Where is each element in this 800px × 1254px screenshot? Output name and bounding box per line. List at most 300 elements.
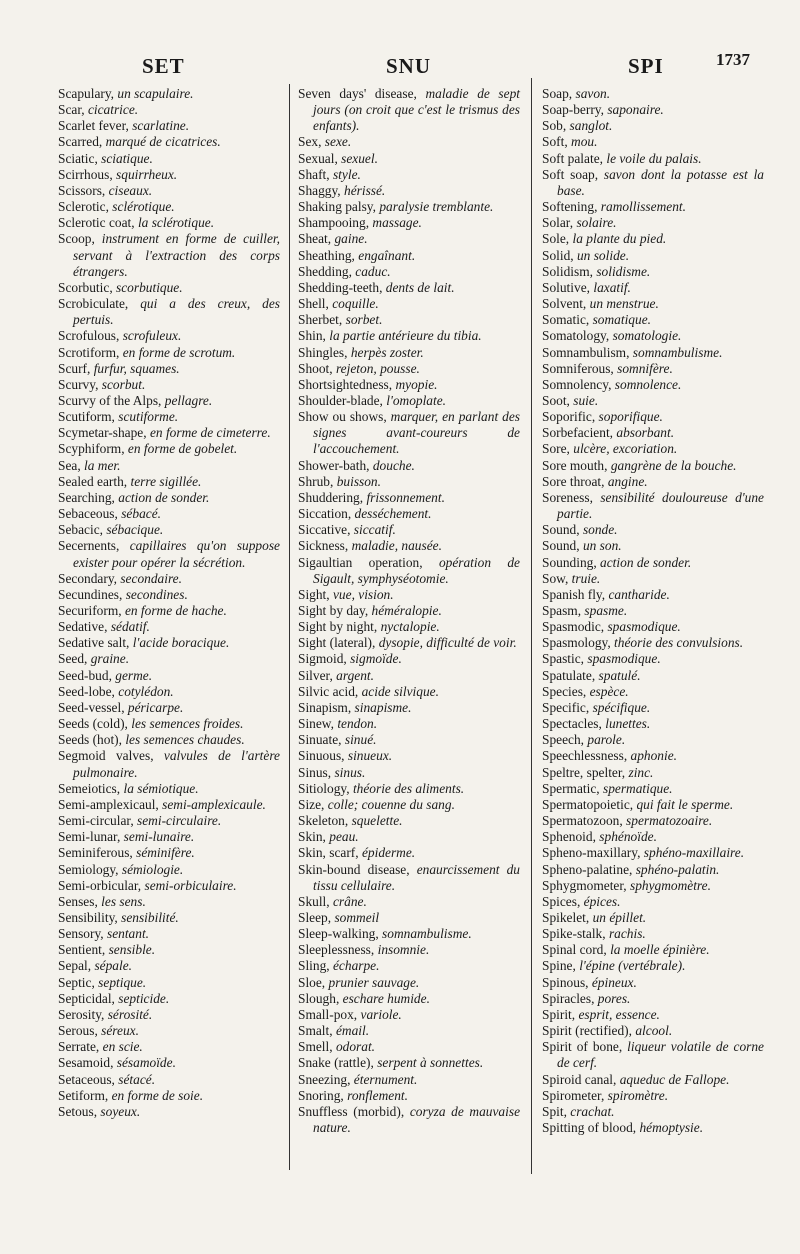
entry-headword: Spiracles, (542, 990, 598, 1006)
dictionary-entry (58, 748, 280, 780)
entry-translation: espèce. (589, 683, 629, 699)
entry-translation: angine. (607, 473, 648, 489)
entry-translation: le voile du palais. (606, 150, 702, 166)
entry-headword: Shoulder-blade, (298, 392, 387, 408)
entry-headword: Sound, (542, 538, 583, 554)
entry-translation: somatique. (592, 312, 651, 328)
entry-headword: Skin, scarf, (298, 845, 362, 861)
entry-translation: septicide. (118, 990, 170, 1006)
dictionary-entry (542, 587, 764, 603)
entry-translation: sphéno-palatin. (635, 861, 720, 877)
entry-headword: Spirit, (542, 1006, 579, 1022)
entry-translation: squelette. (351, 813, 403, 829)
entry-translation: scutiforme. (118, 409, 179, 425)
entry-translation: l'acide boracique. (132, 635, 230, 651)
entry-translation: somatologie. (612, 328, 682, 344)
dictionary-entry (298, 958, 520, 974)
dictionary-entry (298, 328, 520, 344)
entry-headword: Seven days' disease, (298, 86, 426, 101)
entry-headword: Scar, (58, 102, 88, 118)
entry-headword: Spatulate, (542, 667, 599, 683)
entry-headword: Spike-stalk, (542, 926, 609, 942)
entry-translation: ulcère, excoriation. (573, 441, 678, 457)
dictionary-entry (58, 1055, 280, 1071)
entry-translation: les sens. (101, 893, 146, 909)
entry-translation: mou. (571, 134, 598, 150)
dictionary-entry (298, 409, 520, 457)
entry-translation: sinueux. (347, 748, 393, 764)
entry-headword: Soap-berry, (542, 102, 608, 118)
dictionary-entry (542, 199, 764, 215)
dictionary-entry (298, 603, 520, 619)
entry-translation: en forme de hache. (124, 603, 227, 618)
dictionary-entry (58, 603, 280, 619)
dictionary-entry (298, 991, 520, 1007)
entry-headword: Siccative, (298, 522, 354, 538)
entry-translation: éternument. (353, 1071, 418, 1087)
dictionary-entry (298, 1055, 520, 1071)
entry-headword: Sensibility, (58, 909, 122, 925)
column-left (58, 86, 280, 1120)
dictionary-entry (58, 651, 280, 667)
dictionary-entry (58, 813, 280, 829)
entry-translation: truie. (571, 570, 601, 586)
entry-headword: Soporific, (542, 409, 599, 425)
entry-headword: Spitting of blood, (542, 1120, 640, 1135)
column-divider-left (289, 84, 290, 1170)
entry-translation: coquille. (332, 296, 379, 312)
entry-translation: théorie des aliments. (352, 780, 465, 796)
entry-headword: Scarred, (58, 134, 106, 150)
dictionary-entry (58, 377, 280, 393)
entry-headword: Sinew, (298, 716, 338, 732)
entry-translation: écharpe. (332, 958, 380, 974)
dictionary-entry (298, 910, 520, 926)
dictionary-entry (298, 1104, 520, 1136)
dictionary-entry (58, 587, 280, 603)
dictionary-entry (542, 732, 764, 748)
entry-headword: Shell, (298, 296, 333, 312)
dictionary-entry (298, 280, 520, 296)
dictionary-entry (58, 441, 280, 457)
dictionary-entry (298, 942, 520, 958)
entry-translation: sédatif. (110, 619, 150, 635)
entry-translation: cotylédon. (118, 683, 174, 699)
dictionary-entry (58, 102, 280, 118)
entry-translation: séminifère. (136, 845, 195, 861)
dictionary-entry (542, 797, 764, 813)
dictionary-entry (298, 1007, 520, 1023)
entry-headword: Sesamoid, (58, 1055, 117, 1071)
dictionary-entry (58, 361, 280, 377)
entry-headword: Sore, (542, 441, 574, 457)
dictionary-entry (58, 926, 280, 942)
entry-translation: insomnie. (377, 942, 430, 958)
dictionary-entry (542, 975, 764, 991)
entry-translation: la sclérotique. (137, 215, 215, 231)
dictionary-entry (298, 312, 520, 328)
entry-headword: Somniferous, (542, 360, 618, 376)
entry-headword: Sight (lateral), (298, 635, 379, 651)
entry-headword: Solvent, (542, 296, 590, 312)
entry-translation: aqueduc de Fallope. (619, 1071, 730, 1087)
entry-translation: les semences chaudes. (125, 732, 245, 748)
entry-translation: desséchement. (354, 506, 432, 522)
dictionary-entry (542, 668, 764, 684)
entry-headword: Soft soap, (542, 166, 604, 182)
entry-translation: nyctalopie. (380, 619, 440, 635)
dictionary-entry (542, 991, 764, 1007)
entry-translation: soyeux. (100, 1103, 141, 1119)
dictionary-entry (58, 490, 280, 506)
dictionary-entry (58, 668, 280, 684)
entry-translation: sensible. (108, 942, 156, 958)
entry-translation: somnolence. (614, 376, 682, 392)
entry-headword: Spinous, (542, 974, 592, 990)
entry-headword: Sciatic, (58, 150, 102, 166)
dictionary-entry (542, 603, 764, 619)
entry-translation: hémoptysie. (639, 1120, 704, 1135)
entry-headword: Scarlet fever, (58, 118, 133, 134)
entry-translation: hérissé. (344, 182, 386, 198)
dictionary-entry (298, 199, 520, 215)
entry-headword: Serous, (58, 1023, 102, 1039)
entry-translation: la moelle épinière. (610, 942, 710, 958)
entry-headword: Spasmology, (542, 635, 615, 651)
entry-headword: Seeds (cold), (58, 716, 132, 732)
entry-translation: l'épine (vertébrale). (579, 958, 686, 974)
dictionary-entry (542, 134, 764, 150)
dictionary-entry (58, 619, 280, 635)
dictionary-entry (58, 716, 280, 732)
entry-headword: Seed-bud, (58, 667, 116, 683)
entry-translation: lunettes. (605, 716, 651, 732)
entry-headword: Sheathing, (298, 247, 359, 263)
entry-translation: dents de lait. (385, 279, 455, 295)
entry-translation: sonde. (582, 522, 618, 538)
dictionary-entry (58, 231, 280, 279)
dictionary-entry (542, 312, 764, 328)
entry-translation: spasmodique. (607, 619, 681, 635)
entry-translation: la sémiotique. (123, 780, 199, 796)
entry-headword: Sinus, (298, 764, 335, 780)
dictionary-entry (298, 700, 520, 716)
entry-translation: massage. (372, 215, 422, 231)
dictionary-entry (298, 716, 520, 732)
dictionary-entry (58, 797, 280, 813)
dictionary-entry (542, 280, 764, 296)
entry-translation: aphonie. (630, 748, 678, 764)
entry-translation: coryza de mauvaise nature. (313, 1103, 521, 1135)
entry-translation: en scie. (102, 1039, 143, 1055)
entry-headword: Snuffless (morbid), (298, 1103, 410, 1119)
dictionary-entry (298, 619, 520, 635)
entry-translation: solaire. (576, 215, 617, 231)
entry-translation: germe. (115, 667, 153, 683)
entry-translation: spatulé. (598, 667, 641, 683)
entry-translation: ramollissement. (600, 199, 686, 215)
entry-headword: Sherbet, (298, 312, 346, 328)
entry-translation: péricarpe. (127, 699, 184, 715)
dictionary-entry (58, 458, 280, 474)
entry-translation: acide silvique. (361, 683, 439, 699)
entry-headword: Species, (542, 683, 590, 699)
entry-translation: colle; couenne du sang. (327, 796, 455, 812)
dictionary-entry (298, 538, 520, 554)
entry-translation: en forme de gobelet. (127, 441, 238, 457)
dictionary-entry (542, 264, 764, 280)
entry-headword: Sight by day, (298, 603, 372, 618)
entry-translation: maladie, nausée. (351, 538, 442, 554)
entry-headword: Sleeplessness, (298, 942, 378, 958)
entry-headword: Sight by night, (298, 619, 381, 635)
entry-headword: Shaggy, (298, 182, 344, 198)
dictionary-entry (58, 635, 280, 651)
entry-translation: l'omoplate. (386, 392, 447, 408)
entry-translation: marquer, en parlant des signes avant-coureurs de l'accouchement. (313, 409, 520, 457)
dictionary-entry (542, 1104, 764, 1120)
entry-headword: Sinuate, (298, 732, 345, 748)
dictionary-entry (298, 975, 520, 991)
entry-headword: Scurf, (58, 360, 94, 376)
entry-translation: semi-lunaire. (123, 829, 195, 845)
entry-translation: spécifique. (592, 699, 651, 715)
entry-headword: Sinuous, (298, 748, 348, 764)
dictionary-entry (58, 167, 280, 183)
entry-headword: Sleep, (298, 909, 335, 925)
entry-translation: absorbant. (616, 425, 675, 441)
entry-translation: spermatozoaire. (626, 813, 713, 829)
entry-translation: gangrène de la bouche. (610, 457, 737, 473)
entry-translation: qui a des creux, des pertuis. (73, 296, 280, 328)
entry-headword: Semi-orbicular, (58, 877, 145, 893)
dictionary-entry (58, 538, 280, 570)
entry-headword: Spermatozoon, (542, 813, 627, 829)
entry-translation: sexe. (324, 134, 352, 150)
entry-headword: Sickness, (298, 538, 352, 554)
entry-headword: Septicidal, (58, 990, 119, 1006)
entry-translation: serpent à sonnettes. (377, 1055, 484, 1071)
entry-translation: séreux. (101, 1023, 139, 1039)
entry-translation: les semences froides. (131, 716, 244, 732)
entry-headword: Scymetar-shape, (58, 425, 150, 441)
dictionary-entry (542, 425, 764, 441)
dictionary-entry (58, 199, 280, 215)
entry-translation: sérosité. (107, 1006, 153, 1022)
dictionary-entry (542, 248, 764, 264)
entry-translation: action de sonder. (118, 489, 210, 505)
entry-translation: laxatif. (593, 279, 631, 295)
entry-translation: frissonnement. (366, 489, 445, 505)
entry-translation: sclérotique. (112, 199, 175, 215)
entry-headword: Semi-lunar, (58, 829, 124, 845)
dictionary-entry (542, 651, 764, 667)
entry-headword: Soreness, (542, 489, 601, 505)
entry-headword: Spheno-maxillary, (542, 845, 644, 861)
dictionary-entry (542, 571, 764, 587)
entry-headword: Sloe, (298, 974, 329, 990)
entry-translation: savon dont la potasse est la base. (557, 166, 764, 198)
dictionary-entry (58, 1007, 280, 1023)
dictionary-entry (542, 86, 764, 102)
entry-headword: Scrotiform, (58, 344, 123, 360)
dictionary-entry (298, 506, 520, 522)
entry-translation: solidisme. (596, 263, 651, 279)
column-right (542, 86, 764, 1136)
dictionary-entry (542, 635, 764, 651)
entry-translation: sétacé. (118, 1071, 156, 1087)
dictionary-entry (58, 700, 280, 716)
entry-translation: argent. (336, 667, 374, 683)
entry-headword: Sole, (542, 231, 573, 247)
entry-headword: Spit, (542, 1103, 571, 1119)
dictionary-entry (58, 571, 280, 587)
entry-translation: enaurcissement du tissu cellulaire. (313, 861, 520, 893)
entry-headword: Solidism, (542, 263, 597, 279)
entry-translation: épiderme. (361, 845, 416, 861)
dictionary-entry (58, 118, 280, 134)
entry-headword: Skull, (298, 893, 333, 909)
dictionary-entry (542, 361, 764, 377)
entry-translation: sciatique. (101, 150, 153, 166)
entry-headword: Solar, (542, 215, 577, 231)
dictionary-entry (298, 862, 520, 894)
dictionary-entry (58, 958, 280, 974)
dictionary-entry (542, 458, 764, 474)
entry-headword: Shaft, (298, 166, 333, 182)
entry-translation: un menstrue. (589, 296, 659, 312)
entry-translation: la plante du pied. (572, 231, 667, 247)
entry-headword: Solutive, (542, 279, 594, 295)
dictionary-entry (542, 393, 764, 409)
entry-translation: sinapisme. (354, 699, 412, 715)
entry-translation: sensibilité. (121, 909, 179, 925)
entry-translation: esprit, essence. (578, 1006, 660, 1022)
entry-headword: Seed-lobe, (58, 683, 119, 699)
dictionary-entry (298, 635, 520, 651)
dictionary-entry (58, 1088, 280, 1104)
dictionary-entry (298, 345, 520, 361)
entry-translation: sensibilité douloureuse d'une partie. (557, 489, 764, 522)
entry-headword: Scutiform, (58, 409, 119, 425)
entry-headword: Scirrhous, (58, 166, 117, 182)
entry-translation: cantharide. (608, 586, 670, 602)
entry-translation: un épillet. (592, 909, 647, 925)
dictionary-entry (58, 522, 280, 538)
dictionary-entry (58, 684, 280, 700)
entry-translation: scorbut. (101, 376, 146, 392)
dictionary-entry (542, 942, 764, 958)
entry-translation: somnambulisme. (632, 344, 723, 360)
entry-translation: douche. (372, 457, 415, 473)
entry-headword: Sclerotic coat, (58, 215, 138, 231)
entry-headword: Somnambulism, (542, 344, 633, 360)
entry-translation: sphygmomètre. (629, 877, 711, 893)
entry-translation: spiromètre. (607, 1087, 669, 1103)
entry-headword: Show ou shows, (298, 409, 391, 425)
dictionary-entry (542, 958, 764, 974)
dictionary-entry (298, 1039, 520, 1055)
entry-headword: Sigaultian operation, (298, 554, 439, 570)
dictionary-entry (542, 538, 764, 554)
entry-headword: Shortsightedness, (298, 376, 396, 392)
dictionary-entry (298, 296, 520, 312)
entry-headword: Sore mouth, (542, 457, 611, 473)
entry-headword: Shingles, (298, 344, 351, 360)
entry-translation: spermatique. (602, 780, 673, 796)
dictionary-entry (298, 555, 520, 587)
dictionary-entry (298, 167, 520, 183)
entry-translation: spasmodique. (587, 651, 661, 667)
entry-translation: savon. (575, 86, 611, 101)
entry-headword: Spheno-palatine, (542, 861, 636, 877)
header-center-guide-word: SNU (386, 54, 432, 78)
entry-headword: Spasmodic, (542, 619, 608, 635)
entry-translation: soporifique. (598, 409, 663, 425)
entry-headword: Skeleton, (298, 813, 352, 829)
dictionary-entry (542, 118, 764, 134)
entry-translation: sébacique. (106, 522, 164, 538)
entry-translation: valvules de l'artère pulmonaire. (73, 748, 280, 780)
entry-headword: Shin, (298, 328, 330, 344)
dictionary-entry (298, 1088, 520, 1104)
dictionary-entry (542, 409, 764, 425)
dictionary-entry (298, 458, 520, 474)
entry-headword: Sclerotic, (58, 199, 113, 215)
entry-headword: Sinapism, (298, 699, 355, 715)
entry-headword: Sphygmometer, (542, 877, 630, 893)
entry-headword: Spasm, (542, 603, 585, 618)
entry-translation: sphénoïde. (599, 829, 657, 845)
entry-translation: cicatrice. (87, 102, 139, 118)
dictionary-entry (298, 231, 520, 247)
entry-headword: Spastic, (542, 651, 588, 667)
entry-translation: peau. (329, 829, 359, 845)
dictionary-entry (542, 910, 764, 926)
entry-translation: rachis. (608, 926, 646, 942)
entry-headword: Sphenoid, (542, 829, 600, 845)
dictionary-entry (542, 1072, 764, 1088)
entry-headword: Shuddering, (298, 489, 367, 505)
entry-headword: Snake (rattle), (298, 1055, 378, 1071)
entry-headword: Spanish fly, (542, 586, 609, 602)
entry-translation: rejeton, pousse. (335, 360, 420, 376)
entry-headword: Sepal, (58, 958, 95, 974)
dictionary-entry (298, 651, 520, 667)
entry-translation: opération de Sigault, symphyséotomie. (313, 554, 521, 586)
dictionary-entry (58, 862, 280, 878)
entry-headword: Seed-vessel, (58, 699, 128, 715)
entry-translation: sanglot. (569, 118, 613, 134)
entry-headword: Scapulary, (58, 86, 118, 101)
dictionary-entry (58, 215, 280, 231)
dictionary-entry (298, 781, 520, 797)
entry-translation: action de sonder. (600, 554, 692, 570)
entry-translation: furfur, squames. (93, 360, 180, 376)
column-divider-right (531, 78, 532, 1174)
entry-translation: la partie antérieure du tibia. (329, 328, 482, 344)
dictionary-entry (298, 393, 520, 409)
dictionary-entry (542, 1039, 764, 1071)
entry-headword: Sneezing, (298, 1071, 354, 1087)
dictionary-entry (298, 797, 520, 813)
entry-translation: scarlatine. (132, 118, 190, 134)
entry-headword: Shrub, (298, 473, 337, 489)
dictionary-entry (542, 748, 764, 764)
entry-headword: Somatology, (542, 328, 613, 344)
dictionary-entry (298, 264, 520, 280)
entry-translation: tendon. (337, 716, 378, 732)
